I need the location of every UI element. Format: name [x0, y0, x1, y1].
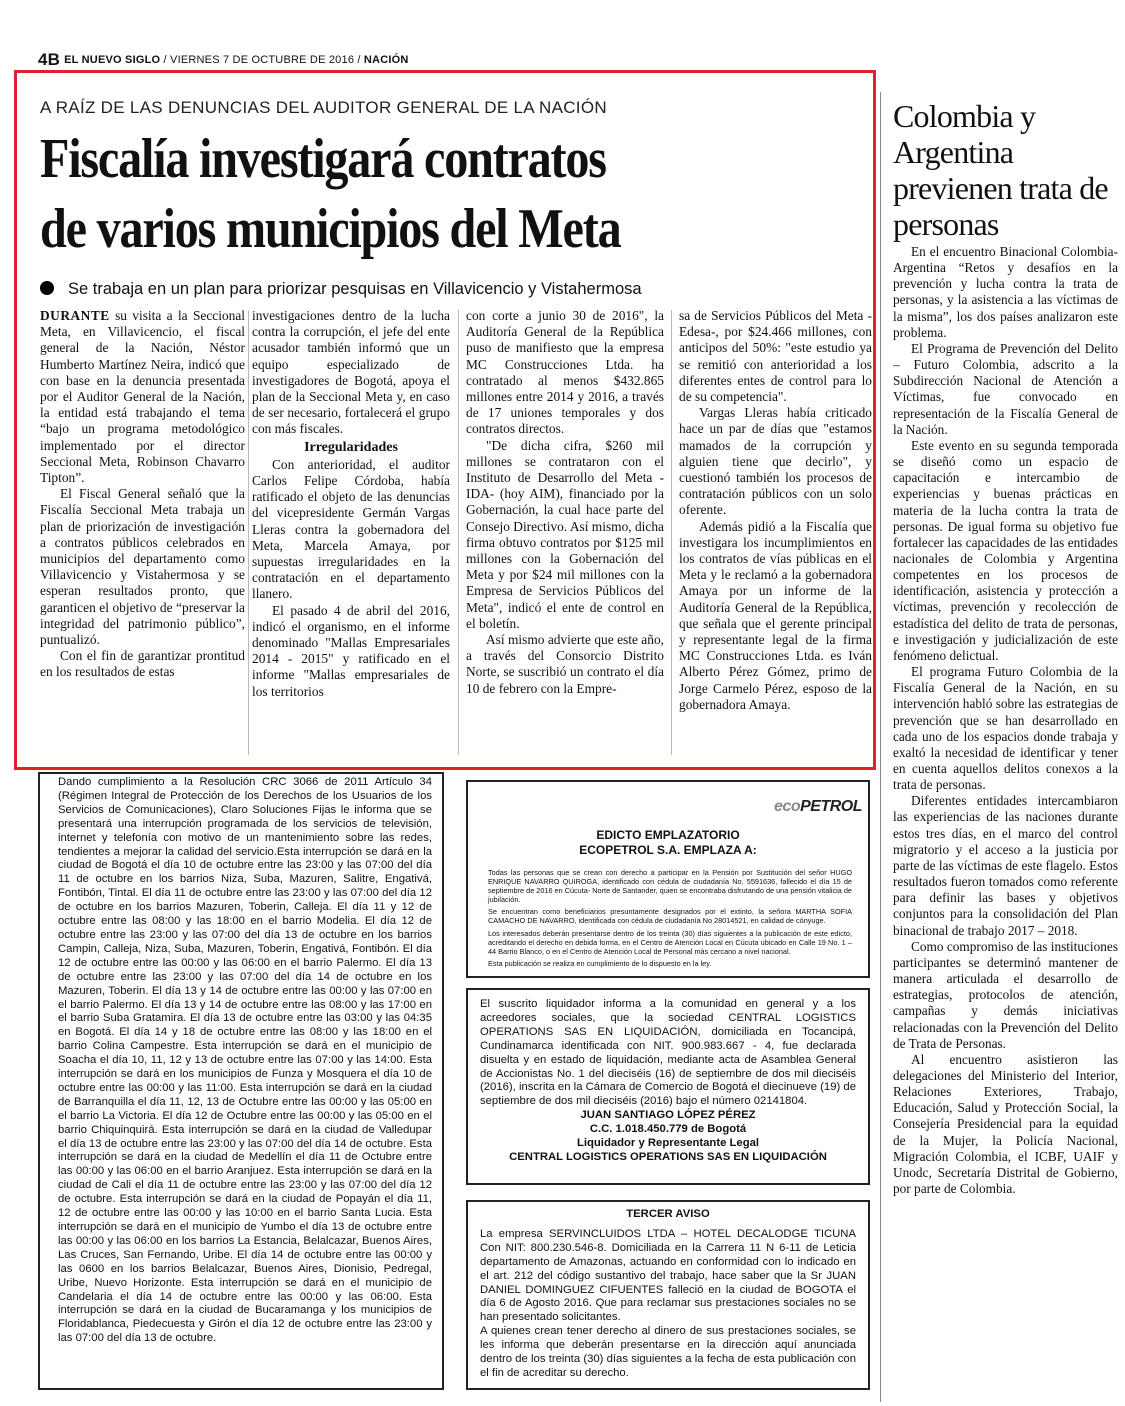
- paragraph: [40, 308, 245, 486]
- paragraph: investigaciones dentro de la lucha contra la corrupción, el jefe del ente acusador también informó que un equipo especializado de investigadores de Bogotá, apoya el plan de la Seccional Meta y, en caso de ser necesario, fortalecerá el grupo con más fiscales.: [252, 308, 450, 437]
- paragraph: Esta publicación se realiza en cumplimiento de lo dispuesto en la ley.: [488, 958, 712, 968]
- page-number: 4B: [38, 50, 61, 68]
- paragraph: A quienes crean tener derecho al dinero de sus prestaciones sociales, se les informa que deberán presentarse en la dirección aquí anunciada dentro de los treinta (30) días siguientes a la fecha de esta publicación con el fin de acreditar su derecho.: [480, 1325, 856, 1379]
- article-column-2: [252, 308, 450, 763]
- paragraph: El pasado 4 de abril del 2016, indicó el organismo, en el informe denominado "Mallas Empresariales 2014 - 2015" y ratificado en el informe "Mallas empresariales de los territorios: [252, 602, 450, 699]
- paragraph: Diferentes entidades intercambiaron las experiencias de las naciones durante estos tres días, en el marco del control migratorio y el acceso a la justicia por parte de las víctimas de este flagelo. Estos resultados fueron tomados como referente para definir las bases y objetivos conjuntos para la consolidación del Plan binacional de trabajo 2017 – 2018.: [893, 793, 1118, 938]
- edict-title: [468, 828, 868, 858]
- ad-liquidation-notice: [466, 988, 870, 1185]
- ad-text: El suscrito liquidador informa a la comunidad en general y a los acreedores sociales, que la sociedad CENTRAL LOGISTICS OPERATIONS SAS EN LIQUIDACIÓN, domiciliada en Tocancipá, Cundinamarca identificada con NIT. 900.983.667 - 4, fue declarada disuelta y en estado de liquidación, mediante acta de Asamblea General de Accionistas No. 1 del dieciséis (16) de septiembre de dos mil dieciséis (2016), inscrita en la Cámara de Comercio de Bogotá el diecinueve (19) de septiembre de dos mil dieciséis (2016) bajo el número 02141804.: [480, 998, 856, 1108]
- headline-line-1: Fiscalía investigará contratos: [40, 128, 606, 190]
- paragraph: Este evento en su segunda temporada se diseñó como un espacio de capacitación e intercambio de experiencias y buenas prácticas en materia de la lucha contra la trata de personas. De igual forma su objetivo fue fortalecer las capacidades de las entidades nacionales de Colombia y Argentina competentes en los procesos de identificación, asistencia y protección a víctimas, prevención y recolección de estadística del delito de trata de personas, e investigación y judicialización de este fenómeno delictual.: [893, 437, 1118, 663]
- notice-title: TERCER AVISO: [626, 1208, 710, 1220]
- publication-name: EL NUEVO SIGLO: [64, 54, 161, 66]
- sidebar-body: [893, 244, 1118, 1404]
- lead-word: DURANTE: [40, 308, 110, 323]
- article-column-3: [466, 308, 664, 763]
- signatory-company: CENTRAL LOGISTICS OPERATIONS SAS EN LIQUIDACIÓN: [509, 1150, 827, 1163]
- section-name: NACIÓN: [363, 54, 409, 66]
- paragraph-text: su visita a la Seccional Meta, en Villavicencio, el fiscal general de la Nación, Néstor Humberto Martínez Neira, indicó que con base en la denuncia presentada por el Auditor General de la Nación, la entidad está trabajando el tema “bajo un programa metodológico implementado por el director Seccional Meta, Robinson Chavarro Tipton”.: [40, 308, 245, 486]
- signatory-name: JUAN SANTIAGO LÓPEZ PÉREZ: [580, 1109, 756, 1122]
- article-column-4: [679, 308, 872, 763]
- edict-body: [488, 868, 852, 971]
- headline-line-2: de varios municipios del Meta: [40, 198, 621, 260]
- paragraph: El programa Futuro Colombia de la Fiscalía General de la Nación, en su intervención habló sobre las estrategias de prevención que se han desarrollado en cada uno de los espacios donde trabaja y exaltó la necesidad de identificar y tener en cuenta aquellos delitos conexos a la trata de personas.: [893, 664, 1118, 793]
- ad-text: Dando cumplimiento a la Resolución CRC 3066 de 2011 Artículo 34 (Régimen Integral de Protección de los Derechos de los Usuarios de los Servicios de Comunicaciones), Claro Soluciones Fijas le informa que se presentará una interrupción programada de los servicios de televisión, internet y telefonía con motivo de un mantenimiento sobre las redes, tendientes a mejorar la calidad del servicio.Esta interrupción se dará en la ciudad de Bogotá el día 10 de octubre entre las 23:00 y las 07:00 del día 11 de octubre en los barrios Niza, Suba, Mazuren, Salitre, Engativá, Fontibón, Tintal. El día 11 de octubre entre las 23:00 y las 07:00 del día 12 de octubre en los barrios Mazuren, Toberin, Calleja. El día 11 y 12 de octubre entre las 08:00 y las 18:00 en el barrio Modelia. El día 12 de octubre entre las 23:00 y las 07:00 del día 13 de octubre en los barrios Campin, Calleja, Niza, Suba, Mazuren, Toberin, Engativá, Fontibón. El día 12 de octubre entre las 00:00 y las 06:00 en el barrio Palermo. El día 13 de octubre entre las 23:00 y las 07:00 del día 14 de octubre en los Mazuren, Toberin. El día 13 y 14 de octubre entre las 00:00 y las 07:00 en el barrio Palermo. El día 13 y 14 de octubre entre las 08:00 y las 17:00 en el barrio Suba Gratamira. El día 13 de octubre entre las 03:00 y las 04:35 en Bogotá. El día 14 y 18 de octubre entre las 08:00 y las 18:00 en el barrio Colina Campestre. Esta interrupción se dará en el municipio de Soacha el día 10, 11, 12 y 13 de octubre entre las 07:00 y las 14:00. Esta interrupción se dará en los municipios de Funza y Mosquera el día 10 de octubre entre las 00:00 y las 11:00. Esta interrupción se dará en la ciudad de Barranquilla el día 11, 12, 13 de Octubre entre las 00:00 y las 05:00 en el barrio La Victoria. El día 12 de Octubre entre las 00:00 y las 05:00 en el barrio Chiquinquirá. Esta interrupción se dará en la ciudad de Valledupar el día 13 de octubre entre las 23:00 y las 07:00 del día 14 de octubre. Esta interrupción se dará en la ciudad de Medellín el día 11 de Octubre entre las 00:00 y las 06:00 en el barrio Aranjuez. Esta interrupción se dará en la ciudad de Cali el día 11 de octubre entre las 23:00 y las 07:00 del día 12 de octubre. Esta interrupción se dará en la ciudad de Popayán el día 11, 12 de octubre entre las 00:00 y las 10:00 en el barrio Santa Lucia. Esta interrupción se dará en el municipio de Yumbo el día 13 de octubre entre las 00:00 y las 06:00 en los barrios La Estancia, Belalcazar, Buenos Aires, Las Cruces, San Fernando, Uribe. El día 14 de octubre entre las 00:00 y las 0600 en los barrios Belalcazar, Buenos Aires, Dionisio, Pedregal, Uribe, Nuevo Horizonte. Esta interrupción se dará en el municipio de Candelaria el día 14 de octubre entre las 00:00 y las 06:00. Esta interrupción se dará en la ciudad de Bucaramanga y los municipios de Floridablanca, Piedecuesta y Girón el día 12 de octubre entre las 23:00 y las 07:00 del día 13 de octubre.: [58, 776, 432, 1345]
- logo-petrol: PETROL: [800, 798, 862, 815]
- paragraph: "De dicha cifra, $260 mil millones se contrataron con el Instituto de Desarrollo del Meta -IDA- (hoy AIM), financiado por la Gobernación, la cual hace parte del Consejo Directivo. Así mismo, dicha firma obtuvo contratos por $125 mil millones con la Gobernación del Meta y por $24 mil millones con la Empresa de Servicios Públicos del Meta", indicó el ente de control en el boletín.: [466, 437, 664, 631]
- summary-text: Se trabaja en un plan para priorizar pesquisas en Villavicencio y Vistahermosa: [68, 280, 642, 298]
- paragraph: En el encuentro Binacional Colombia-Argentina “Retos y desafíos en la prevención y lucha contra la trata de personas, y la asistencia a las víctimas de la misma”, los dos países analizaron este problema.: [893, 244, 1118, 340]
- publication-date: / VIERNES 7 DE OCTUBRE DE 2016 /: [160, 54, 364, 66]
- paragraph: Así mismo advierte que este año, a través del Consorcio Distrito Norte, se suscribió un contrato el día 10 de febrero con la Empre-: [466, 632, 664, 696]
- paragraph: El Fiscal General señaló que la Fiscalía Seccional Meta trabaja un plan de priorización de investigación a contratos públicos celebrados en municipios del departamento como Villavicencio y Vistahermosa y se esperan resultados pronto, que garanticen el objetivo de “preservar la integridad del patrimonio público”, puntualizó.: [40, 486, 245, 648]
- paragraph: Se encuentran como beneficiarios presuntamente designados por el extinto, la señora MARTHA SOFIA CAMACHO DE NAVARRO, identificada con cédula de ciudadanía No 28014521, en calidad de cónyuge.: [488, 907, 852, 926]
- sidebar-divider: [880, 92, 881, 1402]
- column-rule: [458, 310, 459, 755]
- paragraph: sa de Servicios Públicos del Meta -Edesa-, por $24.466 millones, con anticipos del 50%: "este estudio ya se remitió con anterioridad a los diferentes entes de control para lo de su competencia".: [679, 308, 872, 405]
- paragraph: Los interesados deberán presentarse dentro de los treinta (30) días siguientes a la publicación de este edicto, acreditando el derecho en debida forma, en el Centro de Atención Local en Cúcuta ubicado en Calle 19 No. 1 – 44 Barrio Blanco, o en el Centro de Atención Local de Personal más cercano a nivel nacional.: [488, 928, 852, 956]
- paragraph: Con anterioridad, el auditor Carlos Felipe Córdoba, había ratificado el objeto de las denuncias del vicepresidente Germán Vargas Lleras contra la gobernadora del Meta, Marcela Amaya, por supuestas irregularidades en la contratación en el departamento llanero.: [252, 456, 450, 602]
- ad-ecopetrol-edict: [466, 780, 870, 978]
- page-header: [38, 50, 878, 68]
- paragraph: Como compromiso de las instituciones participantes se determinó mantener de manera articulada el desarrollo de estrategias, protocolos de atención, campañas y demás iniciativas relacionadas con la Prevención del Delito de Trata de Personas.: [893, 938, 1118, 1051]
- article-headline: [40, 124, 754, 264]
- paragraph: Con el fin de garantizar prontitud en los resultados de estas: [40, 648, 245, 680]
- paragraph: Vargas Lleras había criticado hace un par de días que "estamos mamados de la corrupción y alguien tiene que decirlo", y cuestionó también los procesos de contratación públicos con un solo oferente.: [679, 405, 872, 518]
- paragraph: Además pidió a la Fiscalía que investigara los incumplimientos en los contratos de vías públicas en el Meta y le reclamó a la gobernadora Amaya por un informe de la Auditoría General de la República, que señala que el gerente principal y representante legal de la firma MC Construcciones Ltda. es Iván Alberto Pérez Gómez, primo de Jorge Carmelo Pérez, esposo de la gobernadora Amaya.: [679, 518, 872, 712]
- paragraph: La empresa SERVINCLUIDOS LTDA – HOTEL DECALODGE TICUNA Con NIT: 800.230.546-8. Domiciliada en la Carrera 11 N 6-11 de Leticia departamento de Amazonas, actuando en conformidad con lo indicado en el art. 212 del código sustantivo del trabajo, hace saber que la Sr JUAN DANIEL DOMINGUEZ CIFUENTES falleció en la ciudad de BOGOTA el día 6 de Agosto 2016. Que para reclamar sus prestaciones sociales no se han presentado solicitantes.: [480, 1227, 856, 1324]
- sidebar-headline: Colombia y Argentina previenen trata de personas: [893, 98, 1108, 242]
- ecopetrol-logo: [774, 800, 862, 814]
- column-rule: [248, 310, 249, 755]
- paragraph: Al encuentro asistieron las delegaciones del Ministerio del Interior, Relaciones Exteriores, Trabajo, Educación, Salud y Protección Social, la Consejería Presidencial para la equidad de la Mujer, la Policía Nacional, Migración Colombia, el ICBF, UAIF y Unodc, Secretaría Distrital de Gobierno, por parte de Colombia.: [893, 1051, 1118, 1197]
- column-rule: [671, 310, 672, 755]
- subheading: Irregularidades: [304, 439, 398, 455]
- edict-title-1: EDICTO EMPLAZATORIO: [596, 828, 740, 842]
- article-column-1: [40, 308, 245, 763]
- ad-tercer-aviso: [466, 1200, 870, 1390]
- paragraph: Todas las personas que se crean con derecho a participar en la Pensión por Sustitución del señor HUGO ENRIQUE NAVARRO QUIROGA, identificado con cédula de ciudadanía No. 5591636, fallecido el día 15 de septiembre de 2016 en Cúcuta- Norte de Santander, quien se encontraba disfrutando de una pensión vitalicia de jubilación.: [488, 868, 852, 905]
- signatory-role: Liquidador y Representante Legal: [576, 1137, 760, 1150]
- signatory-id: C.C. 1.018.450.779 de Bogotá: [589, 1123, 747, 1136]
- paragraph: con corte a junio 30 de 2016", la Auditoría General de la República puso de manifiesto que la empresa MC Construcciones Ltda. ha contratado al menos $432.865 millones entre 2014 y 2016, a través de 17 uniones temporales y dos contratos directos.: [466, 308, 664, 437]
- article-kicker: A RAÍZ DE LAS DENUNCIAS DEL AUDITOR GENERAL DE LA NACIÓN: [40, 98, 607, 117]
- edict-title-2: ECOPETROL S.A. EMPLAZA A:: [579, 843, 757, 857]
- paragraph: El Programa de Prevención del Delito – Futuro Colombia, adscrito a la Subdirección Nacional de Atención a Víctimas, fue convocado en representación de la Fiscalía General de la Nación.: [893, 340, 1118, 437]
- bullet-icon: [40, 281, 54, 295]
- ad-claro-notice: [38, 772, 444, 1390]
- article-summary: [40, 280, 642, 299]
- logo-eco: eco: [774, 798, 801, 815]
